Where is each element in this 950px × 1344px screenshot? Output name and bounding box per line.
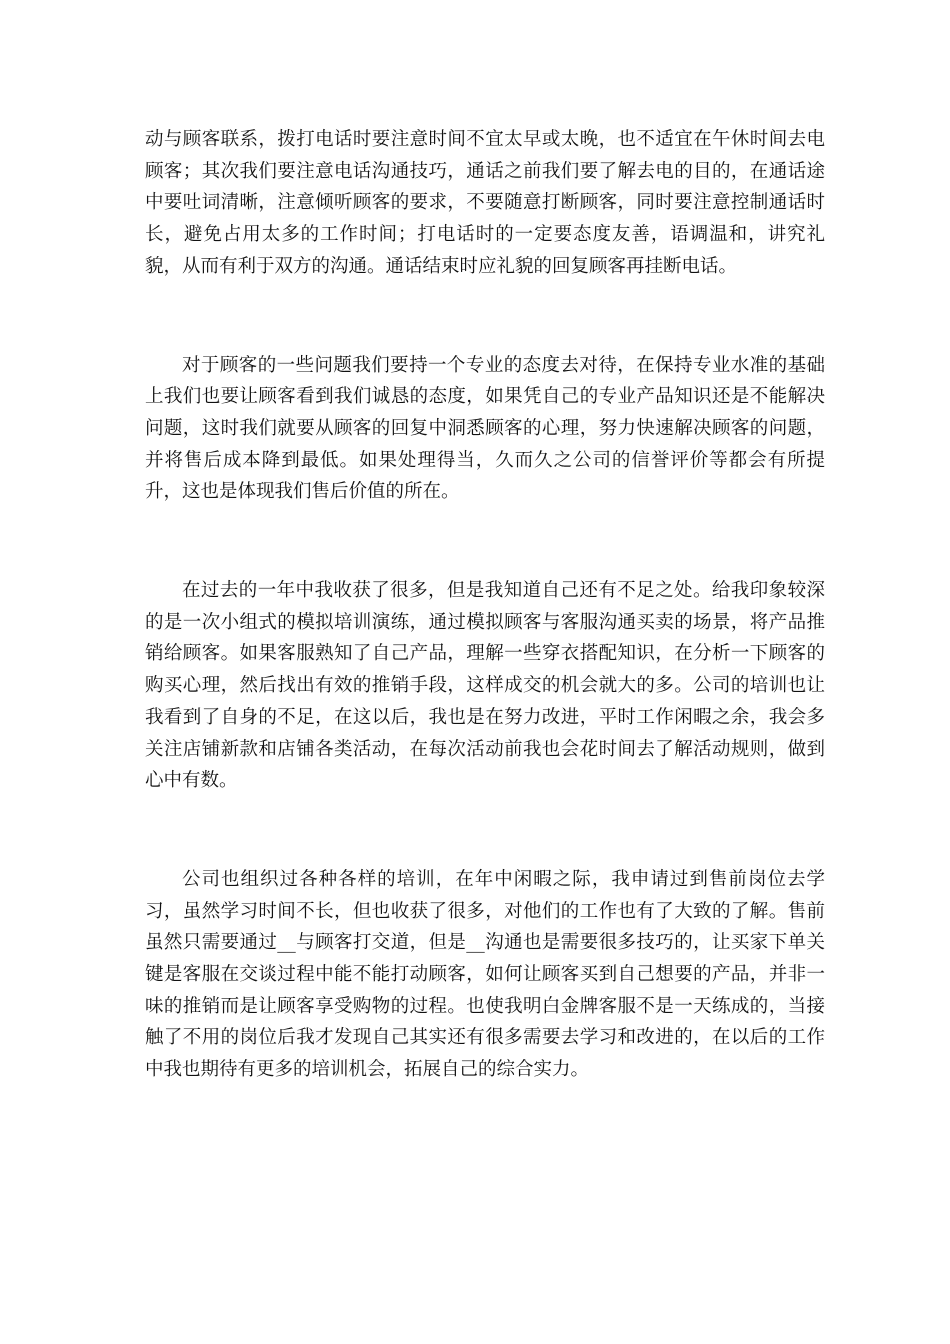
paragraph-2: 对于顾客的一些问题我们要持一个专业的态度去对待，在保持专业水准的基础上我们也要让顾客看到我们诚恳的态度，如果凭自己的专业产品知识还是不能解决问题，这时我们就要从顾客的回复中洞悉顾客的心理，努力快速解决顾客的问题，并将售后成本降到最低。如果处理得当，久而久之公司的信誉评价等都会有所提升，这也是体现我们售后价值的所在。 [145, 354, 825, 503]
paragraph-1: 动与顾客联系，拨打电话时要注意时间不宜太早或太晚，也不适宜在午休时间去电顾客；其次我们要注意电话沟通技巧，通话之前我们要了解去电的目的，在通话途中要吐词清晰，注意倾听顾客的要求，不要随意打断顾客，同时要注意控制通话时长，避免占用太多的工作时间；打电话时的一定要态度友善，语调温和，讲究礼貌，从而有利于双方的沟通。通话结束时应礼貌的回复顾客再挂断电话。 [145, 129, 825, 277]
document-body [145, 124, 825, 1086]
paragraph-3: 在过去的一年中我收获了很多，但是我知道自己还有不足之处。给我印象较深的是一次小组式的模拟培训演练，通过模拟顾客与客服沟通买卖的场景，将产品推销给顾客。如果客服熟知了自己产品，理解一些穿衣搭配知识，在分析一下顾客的购买心理，然后找出有效的推销手段，这样成交的机会就大的多。公司的培训也让我看到了自身的不足，在这以后，我也是在努力改进，平时工作闲暇之余，我会多关注店铺新款和店铺各类活动，在每次活动前我也会花时间去了解活动规则，做到心中有数。 [145, 580, 825, 792]
paragraph-4: 公司也组织过各种各样的培训，在年中闲暇之际，我申请过到售前岗位去学习，虽然学习时间不长，但也收获了很多，对他们的工作也有了大致的了解。售前虽然只需要通过__与顾客打交道，但是__沟通也是需要很多技巧的，让买家下单关键是客服在交谈过程中能不能打动顾客，如何让顾客买到自己想要的产品，并非一味的推销而是让顾客享受购物的过程。也使我明白金牌客服不是一天练成的，当接触了不用的岗位后我才发现自己其实还有很多需要去学习和改进的，在以后的工作中我也期待有更多的培训机会，拓展自己的综合实力。 [145, 868, 825, 1081]
